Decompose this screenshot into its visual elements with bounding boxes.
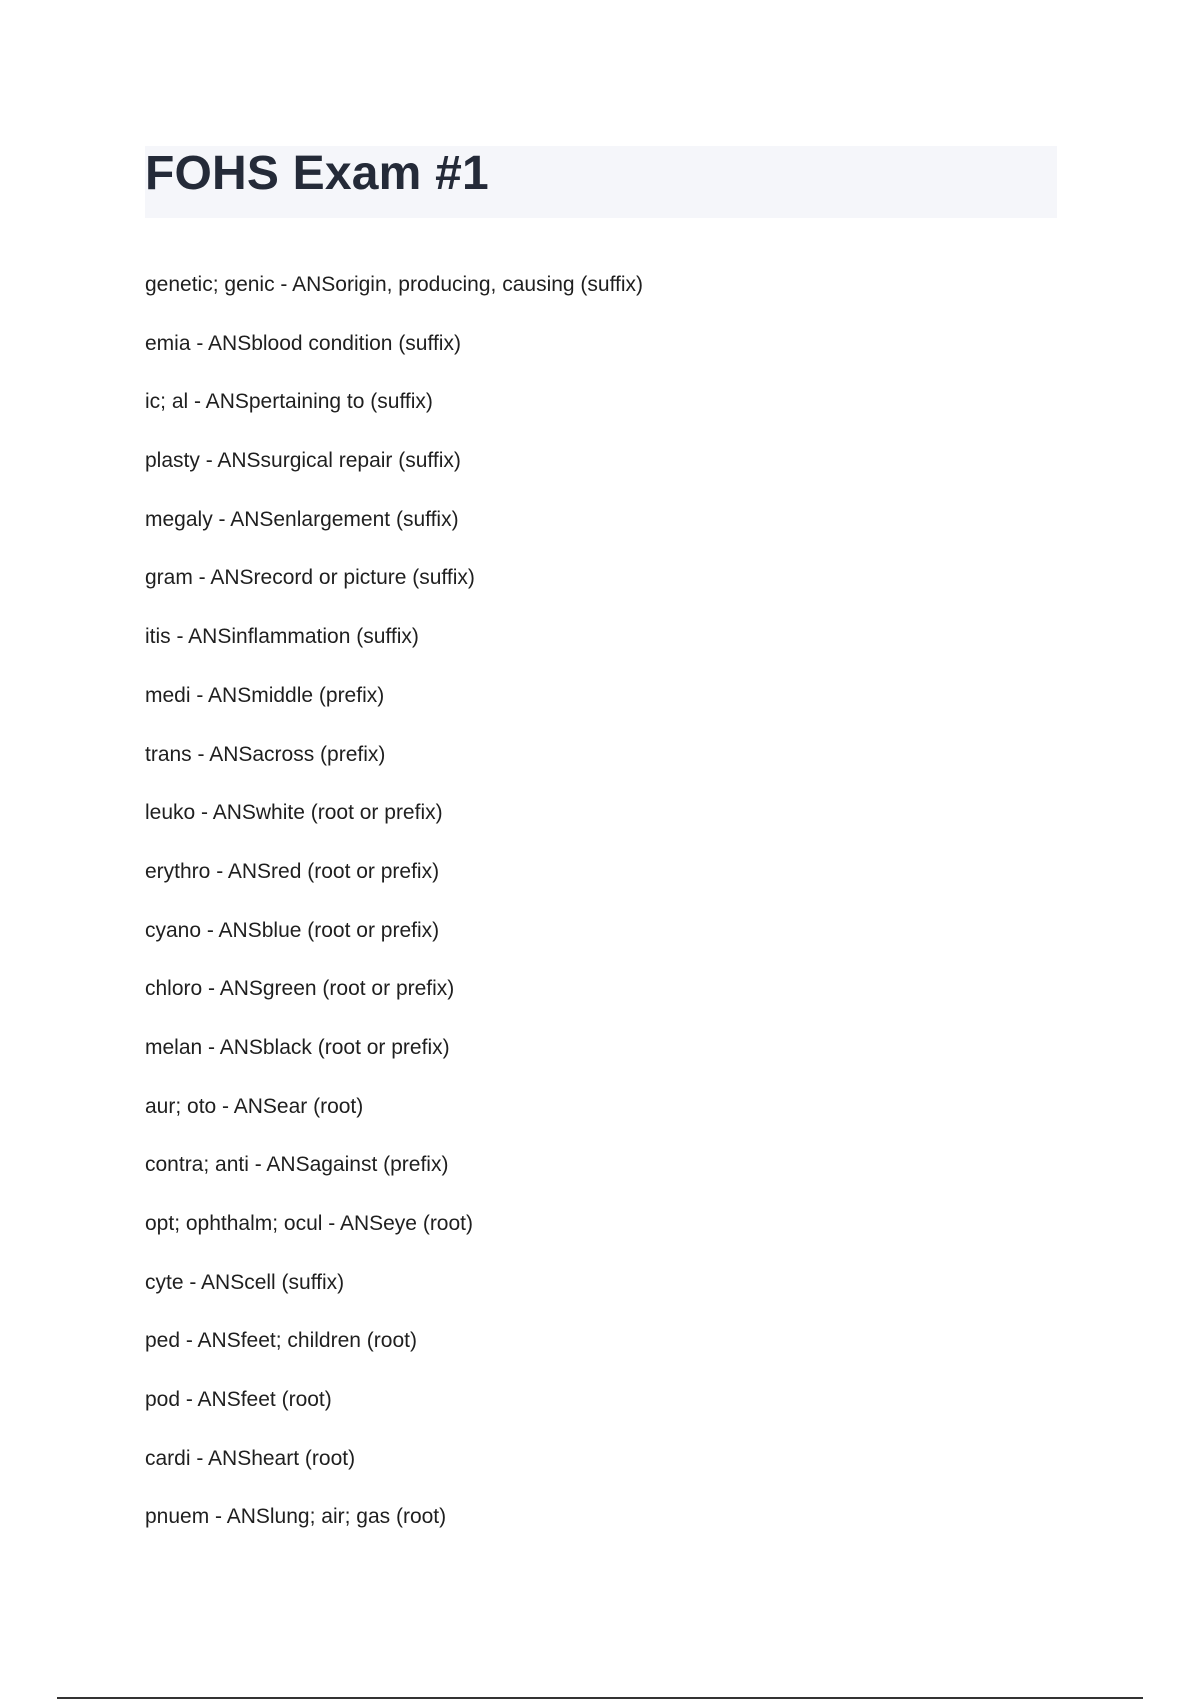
term-entry: aur; oto - ANSear (root)	[145, 1094, 364, 1118]
term-entry: megaly - ANSenlargement (suffix)	[145, 507, 459, 531]
term-entry: plasty - ANSsurgical repair (suffix)	[145, 449, 461, 473]
term-entry: pnuem - ANSlung; air; gas (root)	[145, 1505, 447, 1529]
term-entry: melan - ANSblack (root or prefix)	[145, 1035, 450, 1059]
term-entry: opt; ophthalm; ocul - ANSeye (root)	[145, 1212, 473, 1235]
footer-divider	[57, 1697, 1143, 1699]
term-entry: cyte - ANScell (suffix)	[145, 1270, 345, 1294]
term-entry: medi - ANSmiddle (prefix)	[145, 683, 385, 707]
term-entry: emia - ANSblood condition (suffix)	[145, 331, 461, 355]
term-entry: ped - ANSfeet; children (root)	[145, 1329, 417, 1353]
term-entry: genetic; genic - ANSorigin, producing, causing (suffix)	[145, 273, 644, 296]
term-entry: erythro - ANSred (root or prefix)	[145, 859, 440, 883]
term-list	[145, 270, 1057, 1561]
term-entry: gram - ANSrecord or picture (suffix)	[145, 566, 475, 590]
term-entry: cardi - ANSheart (root)	[145, 1446, 356, 1470]
term-entry: pod - ANSfeet (root)	[145, 1388, 332, 1412]
term-entry: cyano - ANSblue (root or prefix)	[145, 918, 440, 942]
term-entry: contra; anti - ANSagainst (prefix)	[145, 1153, 449, 1177]
title-band	[145, 146, 1057, 218]
page-title: FOHS Exam #1	[145, 147, 489, 200]
term-entry: itis - ANSinflammation (suffix)	[145, 625, 419, 649]
term-entry: leuko - ANSwhite (root or prefix)	[145, 801, 443, 825]
term-entry: trans - ANSacross (prefix)	[145, 742, 386, 766]
term-entry: chloro - ANSgreen (root or prefix)	[145, 977, 455, 1001]
term-entry: ic; al - ANSpertaining to (suffix)	[145, 390, 433, 414]
